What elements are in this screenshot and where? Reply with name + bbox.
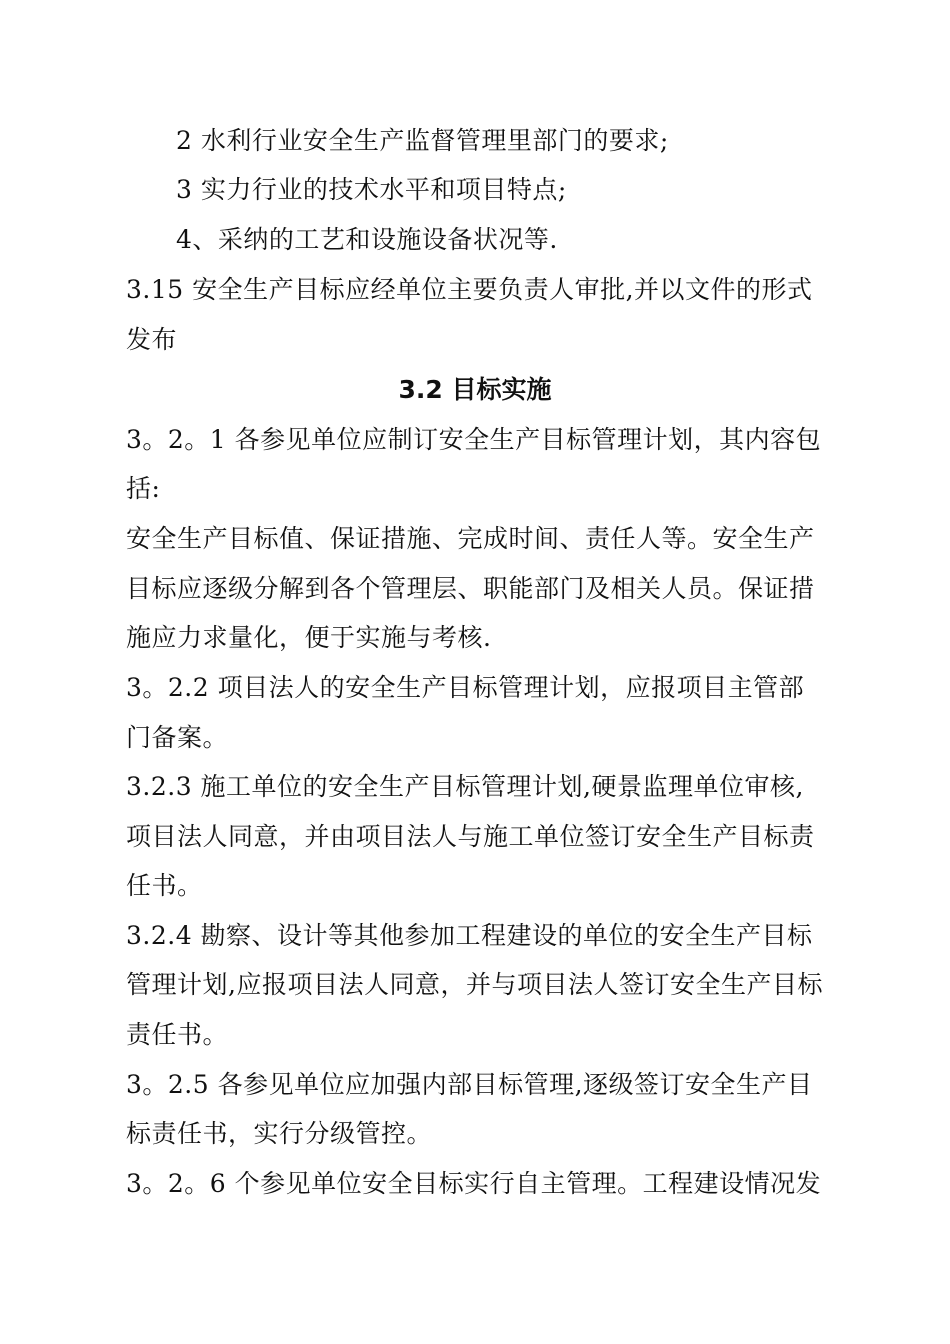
clause-3-2-1-line-2: 括: xyxy=(126,474,161,503)
clause-3-2-6-line-1: 3。2。6 个参见单位安全目标实行自主管理。工程建设情况发 xyxy=(126,1169,822,1198)
section-heading: 3.2 目标实施 xyxy=(398,375,552,404)
clause-3-2-3-line-3: 任书。 xyxy=(126,871,203,900)
paragraph-line-3: 施应力求量化，便于实施与考核. xyxy=(126,623,492,652)
clause-3-2-3-line-2: 项目法人同意，并由项目法人与施工单位签订安全生产目标责 xyxy=(126,822,815,851)
list-item-3: 3 实力行业的技术水平和项目特点; xyxy=(176,175,567,204)
clause-3-2-2-line-1: 3。2.2 项目法人的安全生产目标管理计划，应报项目主管部 xyxy=(126,673,805,702)
clause-3-2-5-line-1: 3。2.5 各参见单位应加强内部目标管理,逐级签订安全生产目 xyxy=(126,1070,813,1099)
clause-3-2-5-line-2: 标责任书，实行分级管控。 xyxy=(126,1119,433,1148)
clause-3-15-line-1: 3.15 安全生产目标应经单位主要负责人审批,并以文件的形式 xyxy=(126,275,813,304)
clause-3-2-4-line-3: 责任书。 xyxy=(126,1020,229,1049)
clause-3-2-3-line-1: 3.2.3 施工单位的安全生产目标管理计划,硬景监理单位审核, xyxy=(126,772,804,801)
list-item-2: 2 水利行业安全生产监督管理里部门的要求; xyxy=(176,126,669,155)
paragraph-line-1: 安全生产目标值、保证措施、完成时间、责任人等。安全生产 xyxy=(126,524,815,553)
clause-3-15-line-2: 发布 xyxy=(126,325,178,354)
clause-3-2-2-line-2: 门备案。 xyxy=(126,723,229,752)
list-item-4: 4、采纳的工艺和设施设备状况等. xyxy=(176,225,558,254)
clause-3-2-4-line-2: 管理计划,应报项目法人同意，并与项目法人签订安全生产目标 xyxy=(126,970,823,999)
clause-3-2-1-line-1: 3。2。1 各参见单位应制订安全生产目标管理计划，其内容包 xyxy=(126,425,822,454)
clause-3-2-4-line-1: 3.2.4 勘察、设计等其他参加工程建设的单位的安全生产目标 xyxy=(126,921,813,950)
paragraph-line-2: 目标应逐级分解到各个管理层、职能部门及相关人员。保证措 xyxy=(126,574,815,603)
